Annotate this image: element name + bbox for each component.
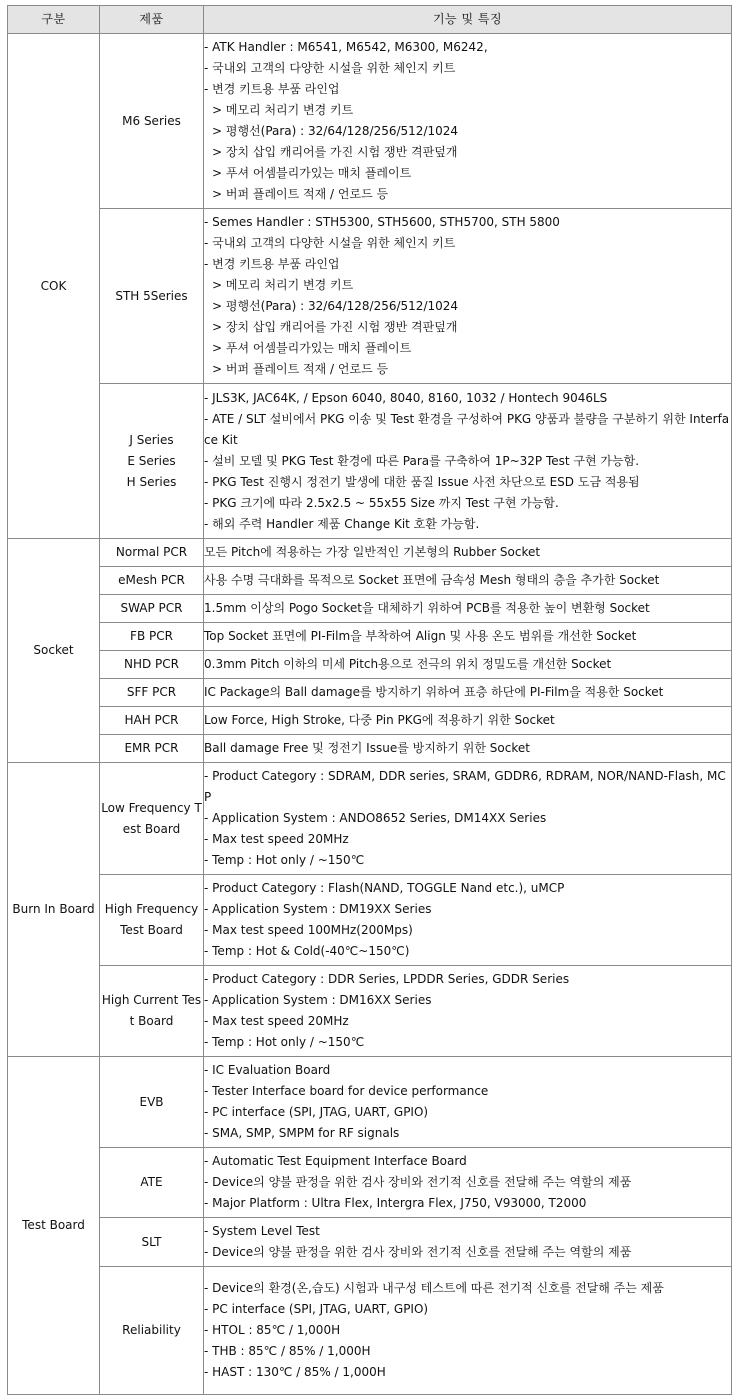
feature-line: - PKG 크기에 따라 2.5x2.5 ~ 55x55 Size 까지 Test 구현 가능함. [204, 495, 559, 510]
category-test-board: Test Board [8, 1057, 100, 1395]
feature-line: - 국내외 고객의 다양한 시설을 위한 체인지 키트 [204, 61, 456, 75]
feature-line: - Application System : DM19XX Series [204, 902, 432, 916]
feature-line: - System Level Test [204, 1224, 320, 1238]
feature-line: > 버퍼 플레이트 적재 / 언로드 등 [212, 362, 389, 376]
features-high-current [204, 966, 732, 1057]
feature-line: - Temp : Hot & Cold(-40℃~150℃) [204, 944, 410, 958]
product-spec-table [7, 5, 732, 1395]
feature-line: > 푸셔 어셈블리가있는 매치 플레이트 [212, 166, 412, 180]
header-row [8, 6, 732, 34]
feature-line: - ATK Handler : M6541, M6542, M6300, M6242, [204, 40, 488, 54]
product-socket: EMR PCR [100, 735, 204, 763]
feature-socket: 0.3mm Pitch 이하의 미세 Pitch용으로 전극의 위치 정밀도를 개선한 Socket [204, 651, 732, 679]
feature-line: - Tester Interface board for device performance [204, 1084, 489, 1098]
header-category: 구분 [8, 6, 100, 34]
features-reliability [204, 1267, 732, 1395]
product-socket: NHD PCR [100, 651, 204, 679]
feature-line: - JLS3K, JAC64K, / Epson 6040, 8040, 8160, 1032 / Hontech 9046LS [204, 390, 608, 405]
table-row [8, 1267, 732, 1395]
feature-socket: IC Package의 Ball damage를 방지하기 위하여 표층 하단에 PI-Film을 적용한 Socket [204, 679, 732, 707]
table-row [8, 1218, 732, 1267]
feature-line: > 버퍼 플레이트 적재 / 언로드 등 [212, 187, 389, 201]
feature-line: > 평행선(Para) : 32/64/128/256/512/1024 [212, 299, 459, 313]
category-socket: Socket [8, 539, 100, 763]
table-row [8, 735, 732, 763]
feature-line: > 장치 삽입 캐리어를 가진 시험 쟁반 격판덮개 [212, 145, 458, 159]
feature-line: - Automatic Test Equipment Interface Board [204, 1154, 467, 1168]
table-row [8, 707, 732, 735]
product-socket: Normal PCR [100, 539, 204, 567]
product-socket: SWAP PCR [100, 595, 204, 623]
category-burn-in-board: Burn In Board [8, 763, 100, 1057]
product-line: H Series [126, 474, 177, 489]
product-high-frequency: High Frequency Test Board [100, 875, 204, 966]
feature-socket: 모든 Pitch에 적용하는 가장 일반적인 기본형의 Rubber Socket [204, 539, 732, 567]
feature-line: - Max test speed 20MHz [204, 1014, 349, 1028]
feature-socket: Low Force, High Stroke, 다중 Pin PKG에 적용하기 위한 Socket [204, 707, 732, 735]
feature-line: - PKG Test 진행시 정전기 발생에 대한 품질 Issue 사전 차단으로 ESD 도금 적용됨 [204, 474, 640, 489]
feature-line: - 해외 주력 Handler 제품 Change Kit 호환 가능함. [204, 516, 480, 531]
feature-line: - ATE / SLT 설비에서 PKG 이송 및 Test 환경을 구성하여 PKG 양품과 불량을 구분하기 위한 Interface Kit [204, 411, 730, 447]
feature-socket: 1.5mm 이상의 Pogo Socket을 대체하기 위하여 PCB를 적용한 높이 변환형 Socket [204, 595, 732, 623]
feature-line: - SMA, SMP, SMPM for RF signals [204, 1126, 400, 1140]
product-socket: FB PCR [100, 623, 204, 651]
feature-line: > 메모리 처리기 변경 키트 [212, 103, 354, 117]
feature-line: - Max test speed 100MHz(200Mps) [204, 923, 413, 937]
feature-line: - Application System : ANDO8652 Series, DM14XX Series [204, 811, 547, 825]
table-row [8, 651, 732, 679]
table-row [8, 763, 732, 875]
table-row [8, 539, 732, 567]
header-product: 제품 [100, 6, 204, 34]
features-low-frequency [204, 763, 732, 875]
feature-line: - Product Category : DDR Series, LPDDR Series, GDDR Series [204, 972, 570, 986]
feature-line: - 변경 키트용 부품 라인업 [204, 257, 340, 271]
product-sth-5series: STH 5Series [100, 209, 204, 384]
features-slt [204, 1218, 732, 1267]
table-row [8, 595, 732, 623]
product-socket: eMesh PCR [100, 567, 204, 595]
feature-line: - Product Category : SDRAM, DDR series, SRAM, GDDR6, RDRAM, NOR/NAND-Flash, MCP [204, 769, 726, 804]
product-ate: ATE [100, 1148, 204, 1218]
features-ate [204, 1148, 732, 1218]
table-row [8, 34, 732, 209]
feature-line: - Temp : Hot only / ~150℃ [204, 853, 365, 867]
feature-socket: Top Socket 표면에 PI-Film을 부착하여 Align 및 사용 온도 범위를 개선한 Socket [204, 623, 732, 651]
feature-line: - HTOL : 85℃ / 1,000H [204, 1323, 341, 1337]
feature-line: > 푸셔 어셈블리가있는 매치 플레이트 [212, 341, 412, 355]
feature-line: - Product Category : Flash(NAND, TOGGLE Nand etc.), uMCP [204, 881, 565, 895]
table-row [8, 567, 732, 595]
features-m6-series [204, 34, 732, 209]
table-row [8, 679, 732, 707]
product-low-frequency: Low Frequency Test Board [100, 763, 204, 875]
product-slt: SLT [100, 1218, 204, 1267]
product-socket: HAH PCR [100, 707, 204, 735]
feature-line: - Semes Handler : STH5300, STH5600, STH5700, STH 5800 [204, 215, 560, 229]
feature-line: - Device의 양불 판정을 위한 검사 장비와 전기적 신호를 전달해 주는 역할의 제품 [204, 1175, 632, 1189]
feature-line: - Temp : Hot only / ~150℃ [204, 1035, 365, 1049]
feature-line: > 평행선(Para) : 32/64/128/256/512/1024 [212, 124, 459, 138]
category-cok: COK [8, 34, 100, 539]
feature-line: - Major Platform : Ultra Flex, Intergra Flex, J750, V93000, T2000 [204, 1196, 587, 1210]
feature-line: - Device의 양불 판정을 위한 검사 장비와 전기적 신호를 전달해 주는 역할의 제품 [204, 1245, 632, 1259]
features-high-frequency [204, 875, 732, 966]
feature-line: - Max test speed 20MHz [204, 832, 349, 846]
product-evb: EVB [100, 1057, 204, 1148]
product-reliability: Reliability [100, 1267, 204, 1395]
feature-line: - 설비 모델 및 PKG Test 환경에 따른 Para를 구축하여 1P~32P Test 구현 가능함. [204, 453, 640, 468]
table-row [8, 1148, 732, 1218]
feature-line: > 장치 삽입 캐리어를 가진 시험 쟁반 격판덮개 [212, 320, 458, 334]
feature-line: > 메모리 처리기 변경 키트 [212, 278, 354, 292]
product-m6-series: M6 Series [100, 34, 204, 209]
table-row [8, 1057, 732, 1148]
table-row [8, 623, 732, 651]
product-line: J Series [129, 432, 174, 447]
features-evb [204, 1057, 732, 1148]
feature-line: - 변경 키트용 부품 라인업 [204, 82, 340, 96]
feature-line: - Application System : DM16XX Series [204, 993, 432, 1007]
features-sth-5series [204, 209, 732, 384]
features-jeh-series [204, 384, 732, 539]
feature-line: - HAST : 130℃ / 85% / 1,000H [204, 1365, 386, 1379]
product-jeh-series [100, 384, 204, 539]
table-row [8, 966, 732, 1057]
feature-line: - PC interface (SPI, JTAG, UART, GPIO) [204, 1105, 429, 1119]
feature-line: - THB : 85℃ / 85% / 1,000H [204, 1344, 371, 1358]
feature-line: - Device의 환경(온,습도) 시험과 내구성 테스트에 따른 전기적 신호를 전달해 주는 제품 [204, 1281, 664, 1295]
feature-line: - IC Evaluation Board [204, 1063, 331, 1077]
table-row [8, 875, 732, 966]
feature-socket: 사용 수명 극대화를 목적으로 Socket 표면에 금속성 Mesh 형태의 층을 추가한 Socket [204, 567, 732, 595]
product-high-current: High Current Test Board [100, 966, 204, 1057]
feature-socket: Ball damage Free 및 정전기 Issue를 방지하기 위한 Socket [204, 735, 732, 763]
product-socket: SFF PCR [100, 679, 204, 707]
feature-line: - 국내외 고객의 다양한 시설을 위한 체인지 키트 [204, 236, 456, 250]
feature-line: - PC interface (SPI, JTAG, UART, GPIO) [204, 1302, 429, 1316]
product-line: E Series [127, 453, 176, 468]
table-row [8, 384, 732, 539]
table-row [8, 209, 732, 384]
header-features: 기능 및 특징 [204, 6, 732, 34]
